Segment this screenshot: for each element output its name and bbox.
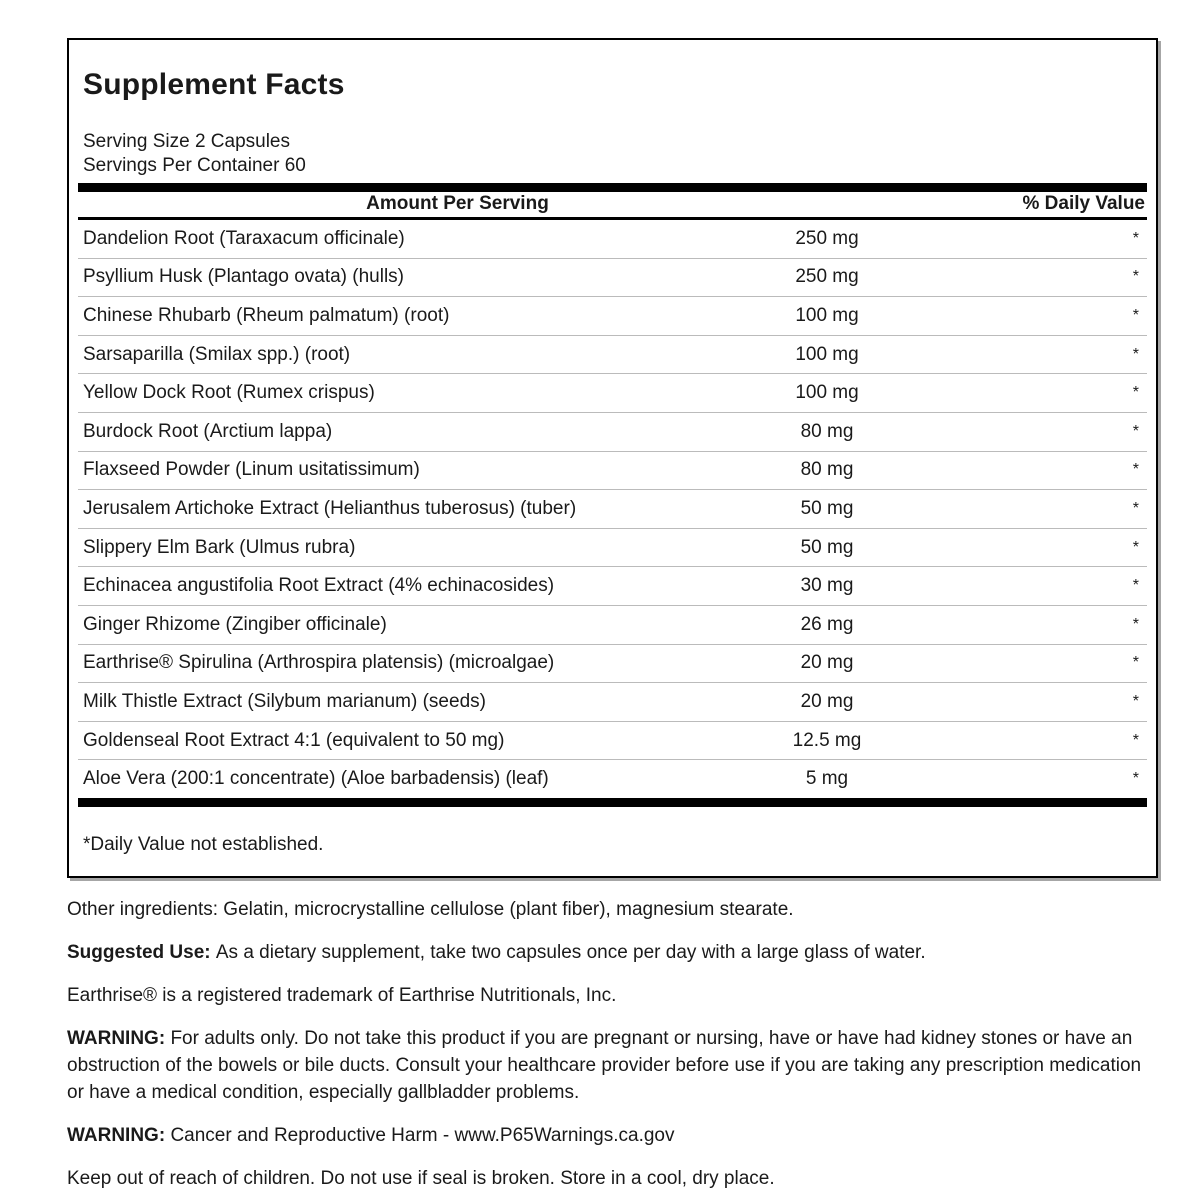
column-header-daily-value: % Daily Value	[1022, 193, 1145, 214]
ingredient-amount: 250 mg	[795, 227, 859, 249]
table-row	[78, 297, 1147, 336]
ingredient-name: Milk Thistle Extract (Silybum marianum) (seeds)	[83, 690, 486, 712]
ingredient-amount: 80 mg	[800, 420, 854, 442]
serving-info	[83, 130, 1147, 178]
ingredient-amount: 100 mg	[795, 382, 859, 404]
note-label: WARNING:	[67, 1125, 171, 1146]
note-paragraph: Earthrise® is a registered trademark of Earthrise Nutritionals, Inc.	[67, 985, 617, 1006]
table-row	[78, 490, 1147, 529]
ingredient-amount: 100 mg	[795, 304, 859, 326]
ingredient-amount: 100 mg	[795, 343, 859, 365]
table-row	[78, 452, 1147, 491]
ingredient-daily-value: *	[1132, 692, 1139, 710]
ingredient-amount: 5 mg	[805, 768, 849, 790]
note-label: WARNING:	[67, 1028, 171, 1049]
ingredient-daily-value: *	[1132, 384, 1139, 402]
ingredient-table	[78, 220, 1147, 798]
ingredient-daily-value: *	[1132, 268, 1139, 286]
note-paragraph: Other ingredients: Gelatin, microcrystalline cellulose (plant fiber), magnesium stearate.	[67, 899, 794, 920]
ingredient-amount: 80 mg	[800, 459, 854, 481]
ingredient-daily-value: *	[1132, 422, 1139, 440]
ingredient-daily-value: *	[1132, 770, 1139, 788]
ingredient-daily-value: *	[1132, 306, 1139, 324]
table-row	[78, 567, 1147, 606]
ingredient-name: Aloe Vera (200:1 concentrate) (Aloe barbadensis) (leaf)	[83, 768, 549, 790]
table-row	[78, 413, 1147, 452]
ingredient-name: Yellow Dock Root (Rumex crispus)	[83, 382, 375, 404]
ingredient-name: Burdock Root (Arctium lappa)	[83, 420, 333, 442]
ingredient-amount: 20 mg	[800, 690, 854, 712]
note-paragraph: WARNING: Cancer and Reproductive Harm - www.P65Warnings.ca.gov	[67, 1125, 675, 1146]
ingredient-amount: 50 mg	[800, 536, 854, 558]
ingredient-daily-value: *	[1132, 731, 1139, 749]
note-paragraph: Keep out of reach of children. Do not use if seal is broken. Store in a cool, dry place.	[67, 1168, 775, 1189]
column-header-amount: Amount Per Serving	[366, 193, 549, 214]
heavy-rule-top	[78, 183, 1147, 192]
table-row	[78, 606, 1147, 645]
table-row	[78, 374, 1147, 413]
ingredient-name: Echinacea angustifolia Root Extract (4% echinacosides)	[83, 575, 555, 597]
note-paragraph: WARNING: For adults only. Do not take this product if you are pregnant or nursing, have or have had kidney stones or have an obstruction of the bowels or bile ducts. Consult your healthcare provider before use if you are taking any prescription medication or have a medical condition, especially gallbladder problems.	[67, 1028, 1142, 1103]
ingredient-name: Sarsaparilla (Smilax spp.) (root)	[83, 343, 351, 365]
note-paragraph: Suggested Use: As a dietary supplement, take two capsules once per day with a large glass of water.	[67, 942, 926, 963]
ingredient-name: Jerusalem Artichoke Extract (Helianthus tuberosus) (tuber)	[83, 497, 577, 519]
ingredient-amount: 30 mg	[800, 575, 854, 597]
ingredient-name: Flaxseed Powder (Linum usitatissimum)	[83, 459, 420, 481]
ingredient-daily-value: *	[1132, 499, 1139, 517]
serving-size: Serving Size 2 Capsules	[83, 131, 290, 152]
ingredient-daily-value: *	[1132, 229, 1139, 247]
ingredient-name: Dandelion Root (Taraxacum officinale)	[83, 227, 405, 249]
ingredient-amount: 26 mg	[800, 613, 854, 635]
servings-per-container: Servings Per Container 60	[83, 155, 306, 176]
table-row	[78, 645, 1147, 684]
ingredient-name: Slippery Elm Bark (Ulmus rubra)	[83, 536, 356, 558]
notes-section	[67, 896, 1145, 1200]
table-row	[78, 529, 1147, 568]
ingredient-amount: 250 mg	[795, 266, 859, 288]
panel-title: Supplement Facts	[83, 68, 345, 101]
ingredient-name: Earthrise® Spirulina (Arthrospira platensis) (microalgae)	[83, 652, 555, 674]
ingredient-daily-value: *	[1132, 615, 1139, 633]
table-row	[78, 760, 1147, 798]
note-label: Suggested Use:	[67, 942, 216, 963]
ingredient-daily-value: *	[1132, 345, 1139, 363]
ingredient-name: Chinese Rhubarb (Rheum palmatum) (root)	[83, 304, 450, 326]
table-row	[78, 336, 1147, 375]
ingredient-amount: 20 mg	[800, 652, 854, 674]
table-row	[78, 259, 1147, 298]
ingredient-daily-value: *	[1132, 654, 1139, 672]
daily-value-footnote: *Daily Value not established.	[83, 833, 324, 855]
ingredient-amount: 12.5 mg	[792, 729, 862, 751]
table-row	[78, 220, 1147, 259]
supplement-facts-panel	[67, 38, 1158, 878]
table-row	[78, 722, 1147, 761]
ingredient-amount: 50 mg	[800, 497, 854, 519]
ingredient-name: Ginger Rhizome (Zingiber officinale)	[83, 613, 387, 635]
heavy-rule-bottom	[78, 798, 1147, 807]
ingredient-name: Psyllium Husk (Plantago ovata) (hulls)	[83, 266, 405, 288]
ingredient-daily-value: *	[1132, 538, 1139, 556]
ingredient-daily-value: *	[1132, 461, 1139, 479]
table-header	[78, 192, 1147, 220]
ingredient-name: Goldenseal Root Extract 4:1 (equivalent to 50 mg)	[83, 729, 505, 751]
table-row	[78, 683, 1147, 722]
ingredient-daily-value: *	[1132, 577, 1139, 595]
